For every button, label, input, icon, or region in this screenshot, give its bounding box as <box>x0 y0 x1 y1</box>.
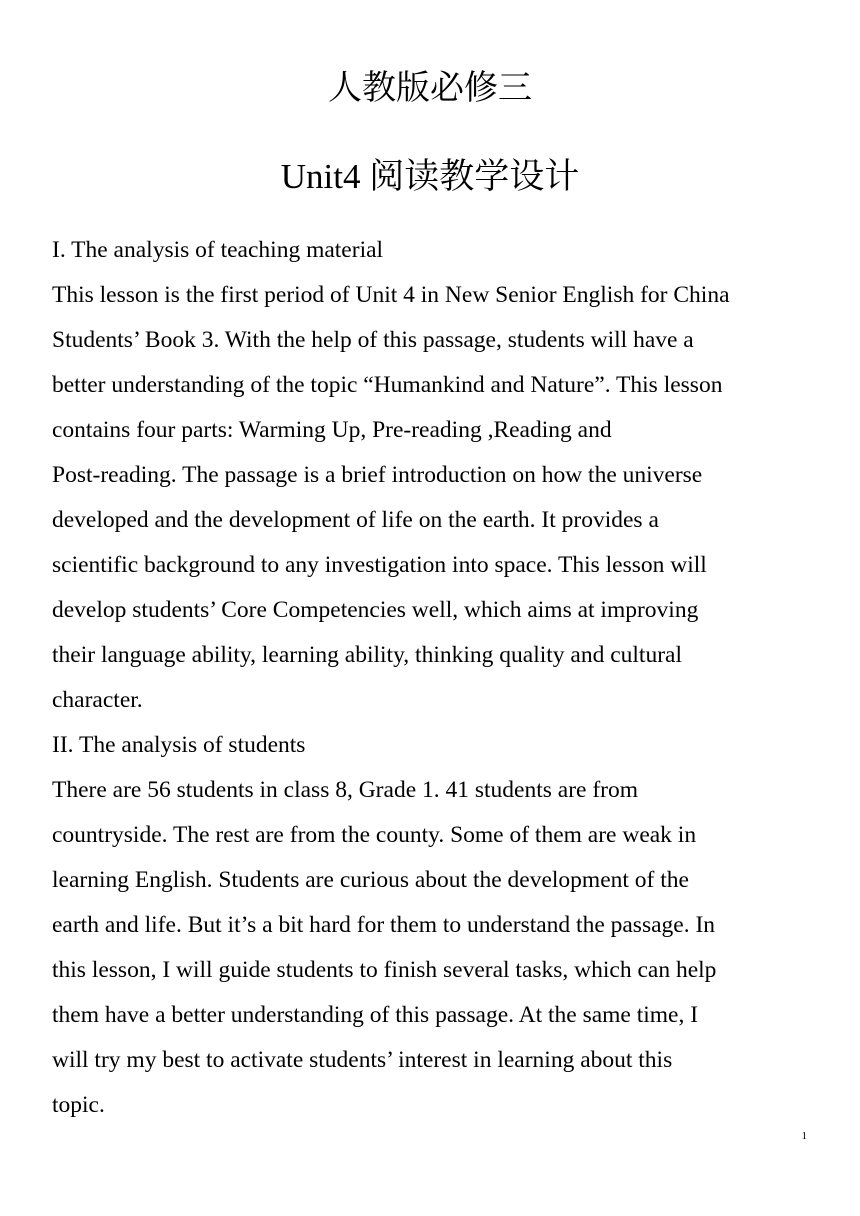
document-body <box>52 228 822 1128</box>
document-subtitle: Unit4 阅读教学设计 <box>280 157 580 196</box>
text-line: scientific background to any investigation into space. This lesson will <box>52 552 707 578</box>
text-line: Post-reading. The passage is a brief introduction on how the universe <box>52 462 703 488</box>
text-line: will try my best to activate students’ interest in learning about this <box>52 1047 673 1073</box>
page-number: 1 <box>801 1130 807 1142</box>
text-line: contains four parts: Warming Up, Pre-reading ,Reading and <box>52 417 612 443</box>
section-heading-teaching-material: I. The analysis of teaching material <box>52 237 384 263</box>
text-line: this lesson, I will guide students to finish several tasks, which can help <box>52 957 717 983</box>
text-line: earth and life. But it’s a bit hard for them to understand the passage. In <box>52 912 716 938</box>
document-title: 人教版必修三 <box>328 68 532 108</box>
text-line: them have a better understanding of this passage. At the same time, I <box>52 1002 699 1028</box>
text-line: develop students’ Core Competencies well, which aims at improving <box>52 597 699 623</box>
text-line: character. <box>52 687 143 713</box>
text-line: developed and the development of life on the earth. It provides a <box>52 507 659 533</box>
text-line: topic. <box>52 1092 105 1118</box>
text-line: countryside. The rest are from the county. Some of them are weak in <box>52 822 697 848</box>
text-line: better understanding of the topic “Humankind and Nature”. This lesson <box>52 372 723 398</box>
section-heading-students: II. The analysis of students <box>52 732 306 758</box>
text-line: There are 56 students in class 8, Grade 1. 41 students are from <box>52 777 639 803</box>
text-line: Students’ Book 3. With the help of this passage, students will have a <box>52 327 694 353</box>
text-line: This lesson is the first period of Unit 4 in New Senior English for China <box>52 282 730 308</box>
text-line: their language ability, learning ability, thinking quality and cultural <box>52 642 682 668</box>
text-line: learning English. Students are curious about the development of the <box>52 867 689 893</box>
